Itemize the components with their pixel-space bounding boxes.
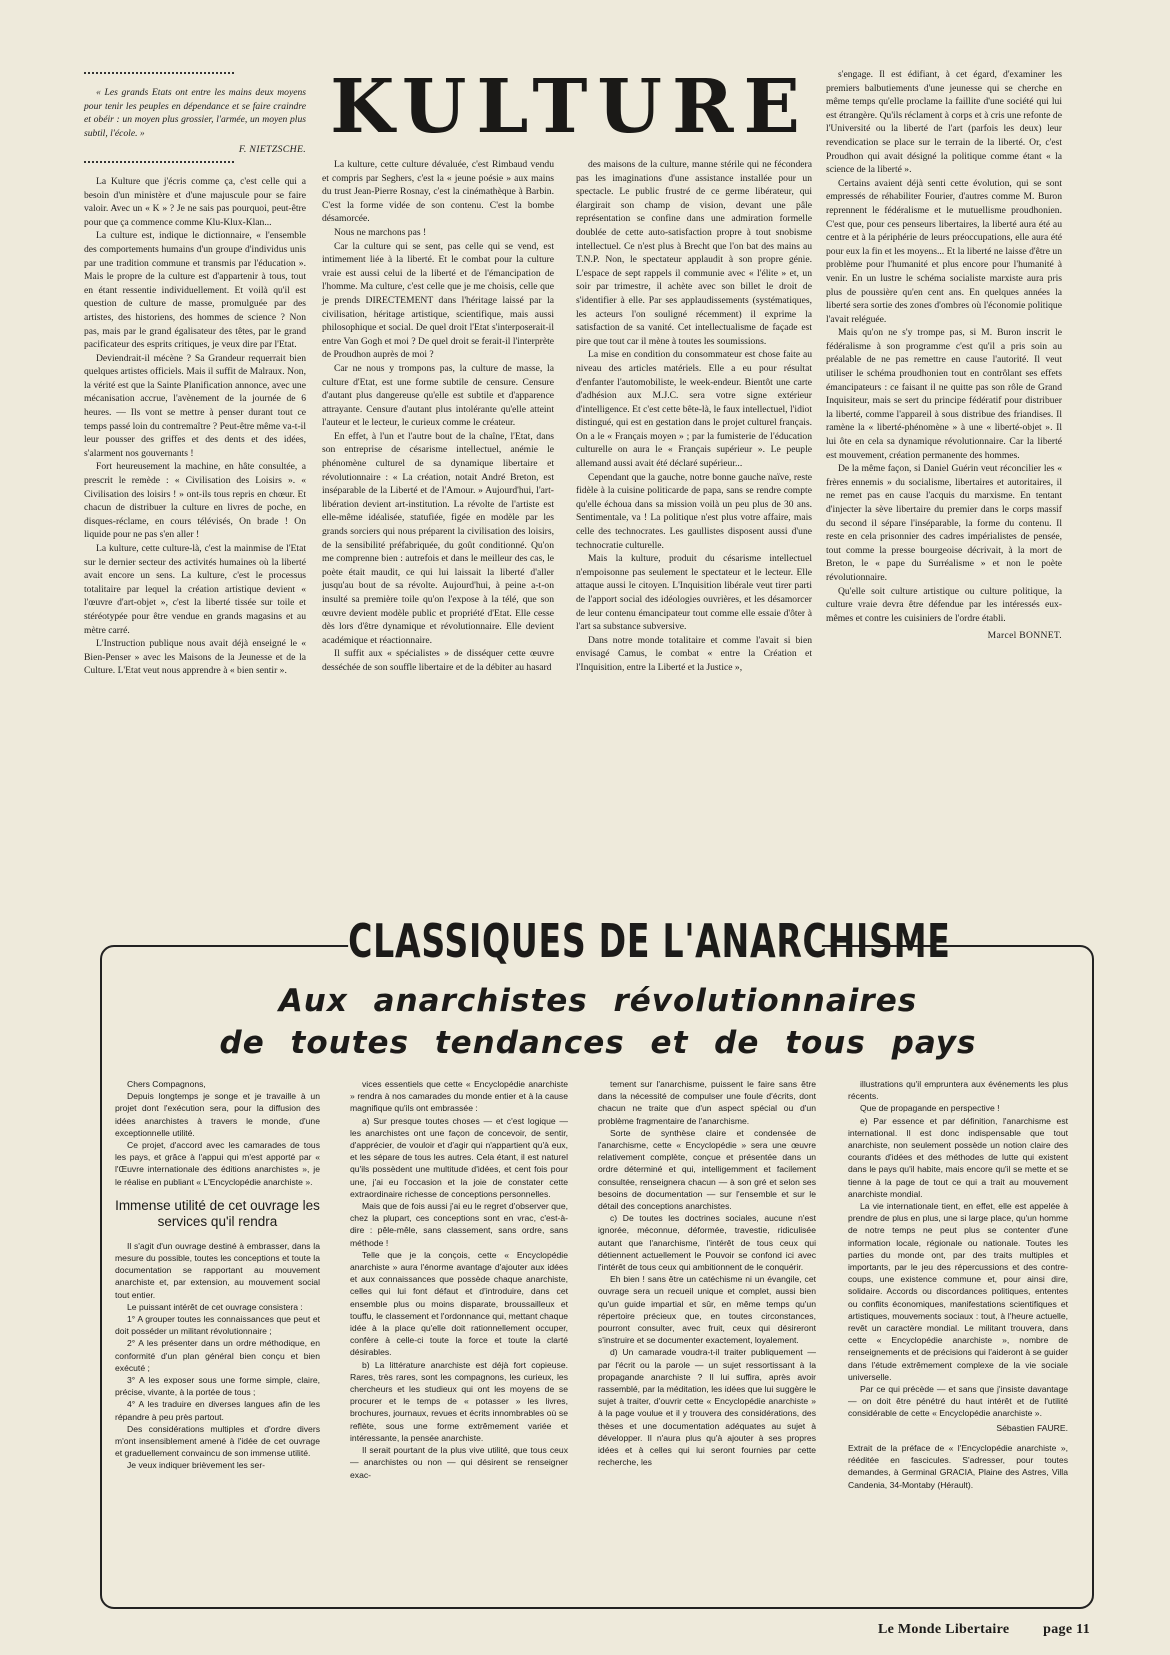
paragraph: des maisons de la culture, manne stérile qui ne fécondera pas les imaginations d'une assistance installée pour un spectacle. Le public frustré de ce germe libérateur, qui élargirait son champ de vision, devant une pâle représentation se confine dans une admiration formelle doublée de cette auto-satisfaction propre à tout snobisme intellectuel. Ce n'est plus à Brecht que l'on bat des mains au T.N.P. Non, le spectateur applaudit à son propre génie. L'espace de sept rappels il communie avec « l'élite » et, un soir par trimestre, il achète avec son billet le droit de s'identifier à elle. Par ses applaudissements (systématiques, les acteurs l'on souligné récemment) il exprime la satisfaction de sa vanité. Cet intellectualisme de façade est pire que tout car il mène à toutes les soumissions.: [576, 159, 812, 347]
section-source-note: Extrait de la préface de « l'Encyclopédie anarchiste », rééditée en fascicules. S'adresser, pour toutes demandes, à Germinal GRACIA, Plaine des Astres, Villa Candenia, 34-Montaby (Hérault).: [848, 1442, 1068, 1490]
paragraph: Des considérations multiples et d'ordre divers m'ont insensiblement amené à l'idée de cet ouvrage et graduellement convaincu de son immense utilité.: [115, 1423, 320, 1459]
paragraph: 4° A les traduire en diverses langues afin de les répandre à peu près partout.: [115, 1399, 320, 1422]
section-column-1: [115, 1078, 320, 1472]
paragraph: Ce projet, d'accord avec les camarades de tous les pays, et grâce à l'appui qui m'est apporté par « l'Œuvre internationale des éditions anarchistes », je le réalise en publiant « L'Encyclopédie anarchiste ».: [115, 1140, 320, 1187]
paragraph: Cependant que la gauche, notre bonne gauche naïve, reste fidèle à la cuisine politicarde de papa, sans se rendre compte qu'elle échoua dans sa mission voilà un peu plus de 30 ans. Sentimentale, va ! La politique n'est plus votre affaire, mais celle des technocrates. Les gaullistes disposent aussi d'une technocratie culturelle.: [576, 471, 812, 551]
paragraph: Mais que de fois aussi j'ai eu le regret d'observer que, chez la plupart, ces conceptions sont en vrac, c'est-à-dire : pêle-mêle, sans classement, sans ordre, sans méthode !: [350, 1201, 568, 1248]
paragraph: c) De toutes les doctrines sociales, aucune n'est ignorée, méconnue, déformée, travestie, ridiculisée autant que l'anarchisme, l'intérêt de tous ceux qui détiennent actuellement le Pouvoir se confond ici avec l'intérêt de tous ceux qui ambitionnent de le conquérir.: [598, 1213, 816, 1273]
paragraph: 2° A les présenter dans un ordre méthodique, en conformité d'un plan général bien conçu et bien exécuté ;: [115, 1338, 320, 1373]
article-signature: Marcel BONNET.: [987, 630, 1062, 642]
paragraph: Chers Compagnons,: [127, 1079, 206, 1089]
paragraph: Mais la kulture, produit du césarisme intellectuel n'empoisonne pas seulement le spectateur et le lecteur. Elle attaque aussi le citoyen. L'Inquisition libérale veut tirer parti de l'apport social des idéologies ouvrières, et les désamorcer de leur contenu émancipateur tout comme elle essaie d'ôter à l'art sa substance subversive.: [576, 553, 812, 633]
paragraph: Qu'elle soit culture artistique ou culture politique, la culture vraie devra être défendue par les intéressés eux-mêmes et contre les cuisiniers de l'ordre établi.: [826, 585, 1062, 624]
paragraph: vices essentiels que cette « Encyclopédie anarchiste » rendra à nos camarades du monde entier et à la cause magnifique qu'ils ont embrassée :: [350, 1079, 568, 1114]
epigraph-text: « Les grands Etats ont entre les mains deux moyens pour tenir les peuples en dépendance et se faire craindre et obéir : un moyen plus grossier, l'armée, un moyen plus subtil, l'école. »: [84, 87, 306, 139]
epigraph-author: F. NIETZSCHE.: [238, 144, 306, 156]
paragraph: En effet, à l'un et l'autre bout de la chaîne, l'Etat, dans son entreprise de césarisme intellectuel, anémie le phénomène culturel de sa dynamique libertaire et révolutionnaire : « La création, notait André Breton, est inséparable de la Liberté et de l'Amour. » Aujourd'hui, l'art-libération devient art-institution. La révolte de l'artiste est elle-même idéalisée, statufiée, figée en modèle par les grands sorciers qui nous préparent la civilisation des loisirs, de la sensibilité préfabriquée, du goût conditionné. Qu'on me comprenne bien : autrefois et dans le meilleur des cas, le poète était maudit, ce qui lui laissait la liberté d'aller jusqu'au bout de sa révolte. Aujourd'hui, à peine a-t-on insulté sa première toile qu'on l'expose à la télé, que son œuvre devient modèle public et propriété d'Etat. Elle cesse dès lors d'être dynamique et révolutionnaire. Elle devient académique et réactionnaire.: [322, 430, 554, 646]
paragraph: s'engage. Il est édifiant, à cet égard, d'examiner les premiers balbutiements d'une jeunesse qui se cherche en même temps qu'elle proclame la faillite d'une société qui lui est étrangère. Qu'ils réclament à corps et à cris une refonte de l'Université ou la liberté de l'art (parfois les deux) leur revendication se place sur le terrain de la liberté. Or, c'est Proudhon qui avait désigné la politique comme étant « la science de la liberté ».: [826, 69, 1062, 176]
paragraph: Il s'agit d'un ouvrage destiné à embrasser, dans la mesure du possible, toutes les conceptions et toute la documentation se rapportant au mouvement anarchiste et, par extension, au mouvement social tout entier.: [115, 1240, 320, 1300]
paragraph: Mais qu'on ne s'y trompe pas, si M. Buron inscrit le fédéralisme à son programme c'est qu'il a pris soin au préalable de ne pas remettre en cause l'autorité. Il veut utiliser le schéma proudhonien tout en contrôlant ses effets émancipateurs : ce faisant il ne quitte pas son rôle de Grand Inquisiteur, mais se sert du principe fédératif pour distribuer la liberté, comme l'appareil à sous distribue des friandises. Il ramène la « liberté-phénomène » à une « liberté-objet ». Il lui ôte en cela sa dynamique révolutionnaire. Car la liberté est mouvement, création permanente des hommes.: [826, 327, 1062, 461]
paragraph: La mise en condition du consommateur est chose faite au niveau des articles matériels. Elle a eu pour résultat d'enfanter l'automobiliste, le week-endeur. Bientôt une carte d'adhésion aux M.J.C. sera votre signe extérieur d'intelligence. Et c'est cette bête-là, le faux intellectuel, l'idiot distingué, qui est en gestation dans le projet culturel français. On a le « Français moyen » ; par la fumisterie de l'éducation culturelle on aura le « Français supérieur ». Le peuple allemand aussi avait été déclaré supérieur...: [576, 349, 812, 470]
paragraph: Car ne nous y trompons pas, la culture de masse, la culture d'Etat, est une forme subtile de censure. Censure d'autant plus dangereuse qu'elle est subtile et d'apparence attrayante. Censure d'autant plus intolérante qu'elle atteint l'auteur et le lecteur, le curieux comme le créateur.: [322, 362, 554, 429]
section-subtitle: [118, 980, 1078, 1064]
section-heading: CLASSIQUES DE L'ANARCHISME: [348, 906, 822, 976]
article-column-4: [826, 68, 1062, 643]
paragraph: Je veux indiquer brièvement les ser-: [127, 1460, 266, 1471]
article-column-2: [322, 158, 554, 675]
paragraph: 3° A les exposer sous une forme simple, claire, précise, vivante, à la portée de tous ;: [115, 1375, 320, 1398]
paragraph: Par ce qui précède — et sans que j'insiste davantage — on doit être pénétré du haut intérêt et de l'utilité considérable de cette « Encyclopédie anarchiste ».: [848, 1384, 1068, 1419]
article-column-1: [84, 68, 306, 678]
paragraph: Dans notre monde totalitaire et comme l'avait si bien envisagé Camus, le combat « entre la Création et l'Inquisition, entre la Liberté et la Justice »,: [576, 634, 812, 673]
paragraph: De la même façon, si Daniel Guérin veut réconcilier les « frères ennemis » du socialisme, libertaires et autoritaires, il ne remet pas en cause l'acquis du marxisme. En tentant d'injecter la sève libertaire du premier dans le corps massif du second il sépare l'inséparable, la forme du contenu. Il reste en cela prisonnier des cadres impérialistes de pensée, tout comme la presse bourgeoise décrivait, à la mort de Breton, le « pape du Surréalisme » et non le poète révolutionnaire.: [826, 463, 1062, 583]
section-column-4: [848, 1078, 1068, 1491]
section-subtitle-line-2: de toutes tendances et de tous pays: [219, 1025, 977, 1061]
section-column-3: [598, 1078, 816, 1469]
page-number: page 11: [1043, 1622, 1090, 1637]
section-subhead: Immense utilité de cet ouvrage les services qu'il rendra: [115, 1197, 320, 1229]
journal-name: Le Monde Libertaire: [877, 1622, 1010, 1637]
section-column-2: [350, 1078, 568, 1481]
paragraph: La Kulture que j'écris comme ça, c'est celle qui a besoin d'un ministère et d'une majuscule pour se faire valoir. Avec un « K » ? Je ne sais pas pourquoi, peut-être pour que ça commence comme Klu-Klux-Klan...: [84, 175, 306, 228]
paragraph: d) Un camarade voudra-t-il traiter publiquement — par l'écrit ou la parole — un sujet ressortissant à la propagande anarchiste ? Il lui suffira, après avoir rassemblé, par la méditation, les idées que lui suggère le sujet à traiter, d'ouvrir cette « Encyclopédie anarchiste » à la page voulue et il y trouvera des considérations, des thèses et une documentation adéquates au sujet à développer. Il n'aura plus qu'à ajouter à ses propres idées et à celles qui lui seront fournies par cette recherche, les: [598, 1347, 816, 1468]
page-footer: [720, 1622, 1090, 1642]
paragraph: Que de propagande en perspective !: [860, 1103, 1000, 1114]
paragraph: b) La littérature anarchiste est déjà fort copieuse. Rares, très rares, sont les compagnons, les curieux, les chercheurs et les studieux qui ont les moyens de se procurer et le temps de « potasser » les livres, brochures, journaux, revues et écrits innombrables où se reflète, sous une forme extrêmement variée et intéressante, la pensée anarchiste.: [350, 1359, 568, 1443]
paragraph: tement sur l'anarchisme, puissent le faire sans être dans la nécessité de compulser une foule d'écrits, dont chacun ne traite que d'un aspect spécial ou d'un problème fragmentaire de l'anarchisme.: [598, 1079, 816, 1126]
ornament-rule: [84, 161, 234, 167]
article-title: KULTURE: [330, 64, 810, 150]
paragraph: Certains avaient déjà senti cette évolution, qui se sont empressés de réhabiliter Fourier, d'autres comme M. Buron reprennent le fédéralisme et le mutuellisme proudhonien. C'est que, pour ces penseurs libertaires, la liberté aura été au centre et à la périphérie de leurs préoccupations, elle aura été pour eux la fin et les moyens... Et la liberté ne laisse d'être un problème pour l'humanité et plus encore pour l'humanité à venir. En un lustre le schéma socialiste marxiste aura pris plus de poussière qu'en cent ans. En quelques années la liberté sera sortie des zones d'ombres où l'économie politique l'avait reléguée.: [826, 177, 1062, 325]
paragraph: Deviendrait-il mécène ? Sa Grandeur requerrait bien quelques artistes officiels. Mais il suffit de Malraux. Non, la vérité est que la Sainte Planification annonce, avec une mécanisation accrue, l'avènement de la journée de 6 heures. — Ils vont se mettre à penser durant tout ce temps passé loin du contremaître ? Peut-être même va-t-il leur pousser des griffes et des dents et des idées, s'alarment nos gouvernants !: [84, 352, 306, 459]
paragraph: a) Sur presque toutes choses — et c'est logique — les anarchistes ont une façon de concevoir, de sentir, d'apprécier, de vouloir et d'agir qui n'appartient qu'à eux, et les sépare de tous les autres. Cela étant, il est naturel qu'ils possèdent une multitude d'idées, et cent fois pour une, j'ai eu l'occasion et la joie de constater cette extraordinaire richesse de conceptions personnelles.: [350, 1115, 568, 1199]
ornament-rule: [84, 72, 234, 78]
paragraph: L'Instruction publique nous avait déjà enseigné le « Bien-Penser » avec les Maisons de la Jeunesse et de la Culture. L'Etat veut nous apprendre à « bien sentir ».: [84, 638, 306, 677]
paragraph: Telle que je la conçois, cette « Encyclopédie anarchiste » aura l'énorme avantage d'ajouter aux idées et aux connaissances que possède chaque anarchiste, celles qui lui font défaut et d'introduire, dans cet ensemble plus ou moins disparate, broussailleux et touffu, le classement et l'ordonnance qui, mettant chaque idée à la place qu'elle doit rationnellement occuper, confère à celle-ci toute la force et toute la clarté désirables.: [350, 1249, 568, 1358]
article-column-3: [576, 158, 812, 675]
paragraph: 1° A grouper toutes les connaissances que peut et doit posséder un militant révolutionnaire ;: [115, 1314, 320, 1337]
paragraph: La vie internationale tient, en effet, elle est appelée à prendre de plus en plus, une si large place, qu'un homme de notre temps ne peut plus se contenter d'une information locale, régionale ou nationale. Toutes les parties du monde ont, par des traits multiples et importants, par le jeu des répercussions et des contre-coups, une existence commune et, pour ainsi dire, solidaire. Accords ou discordances politiques, ententes ou conflits économiques, manifestations scientifiques et artistiques, mouvements sociaux : tout, à l'heure actuelle, revêt un caractère mondial. Le militant trouvera, dans cette « Encyclopédie anarchiste », nombre de renseignements et de précisions qui l'aideront à se guider dans l'étude extrêmement complexe de la vie sociale universelle.: [848, 1201, 1068, 1382]
paragraph: Car la culture qui se sent, pas celle qui se vend, est intimement liée à la liberté. Et le combat pour la culture vraie est aussi celui de la liberté et de l'émancipation de l'homme. Ma culture, c'est celle que je me choisis, celle que je prends DIRECTEMENT dans l'héritage laissé par la civilisation, héritage artistique, scientifique, mais aussi philosophique et social. De quel droit l'Etat s'interposerait-il entre Van Gogh et moi ? De quel droit se ferait-il l'interprète de Proudhon auprès de moi ?: [322, 240, 554, 361]
paragraph: Le puissant intérêt de cet ouvrage consistera :: [127, 1301, 303, 1312]
paragraph: La kulture, cette culture-là, c'est la mainmise de l'Etat sur le dernier secteur des activités humaines où la liberté avait encore un sens. La kulture, c'est le processus totalitaire par lequel la création artistique devient « l'œuvre d'art-objet », c'est la liberté tissée sur toile et stéréotypée pour être vendue en grands magasins et au mètre carré.: [84, 543, 306, 636]
paragraph: Il serait pourtant de la plus vive utilité, que tous ceux — anarchistes ou non — qui désirent se renseigner exac-: [350, 1445, 568, 1480]
paragraph: Fort heureusement la machine, en hâte consultée, a prescrit le remède : « Civilisation des Loisirs ». « Civilisation des loisirs ! » ont-ils tous repris en chœur. Et chacun de distribuer la culture en livres de poche, en disques-réclame, en cours télévisés, On brade ! On liquide pour ne pas s'en aller !: [84, 461, 306, 541]
section-subtitle-line-1: Aux anarchistes révolutionnaires: [278, 983, 918, 1019]
paragraph: Nous ne marchons pas !: [334, 226, 427, 238]
paragraph: La kulture, cette culture dévaluée, c'est Rimbaud vendu et compris par Seghers, c'est la « jeune poésie » aux mains du trust Jean-Pierre Rosnay, c'est la cinémathèque à Barbin. C'est la forme vidée de son contenu. C'est la bombe désamorcée.: [322, 159, 554, 225]
paragraph: Eh bien ! sans être un catéchisme ni un évangile, cet ouvrage sera un recueil unique et complet, aussi bien qu'un guide impartial et sûr, en même temps qu'un répertoire précieux que, en toutes circonstances, pourront consulter, avec fruit, ceux qui désireront s'instruire et se documenter exactement, loyalement.: [598, 1274, 816, 1346]
section-signature: Sébastien FAURE.: [996, 1422, 1068, 1433]
paragraph: illustrations qu'il empruntera aux événements les plus récents.: [848, 1079, 1068, 1102]
paragraph: Sorte de synthèse claire et condensée de l'anarchisme, cette « Encyclopédie » sera une œuvre relativement complète, conçue et présentée dans un ordre déterminé et qui, intelligemment et facilement consultée, renseignera chacun — à son gré et selon ses besoins de documentation — sur l'ensemble et sur le détail des conceptions anarchistes.: [598, 1127, 816, 1212]
paragraph: Il suffit aux « spécialistes » de disséquer cette œuvre desséchée de son souffle libertaire et de la débiter au hasard: [322, 648, 554, 673]
paragraph: e) Par essence et par définition, l'anarchisme est international. Il est donc indispensable que tout anarchiste, non seulement possède un notion claire des courants d'idées et des méthodes de lutte qui existent dans le pays qu'il habite, mais encore qu'il se mette et se tienne à la page de tout ce qui a trait au mouvement anarchiste mondial.: [848, 1115, 1068, 1199]
paragraph: Depuis longtemps je songe et je travaille à un projet dont l'exécution sera, pour la diffusion des idées anarchistes à travers le monde, d'une exceptionnelle utilité.: [115, 1091, 320, 1138]
epigraph: [84, 86, 306, 157]
paragraph: La culture est, indique le dictionnaire, « l'ensemble des comportements humains d'un groupe d'individus unis par une tradition commune et transmis par l'éducation ». Mais le propre de la culture est d'appartenir à tous, tout en étant ressentie individuellement. Et voilà qu'il est question de culture de masse, promulguée par des artistes, des historiens, des hommes de science ? Non pas, mais par le grand égalisateur des têtes, par le grand pacificateur des esprits critiques, je veux dire par l'Etat.: [84, 230, 306, 351]
